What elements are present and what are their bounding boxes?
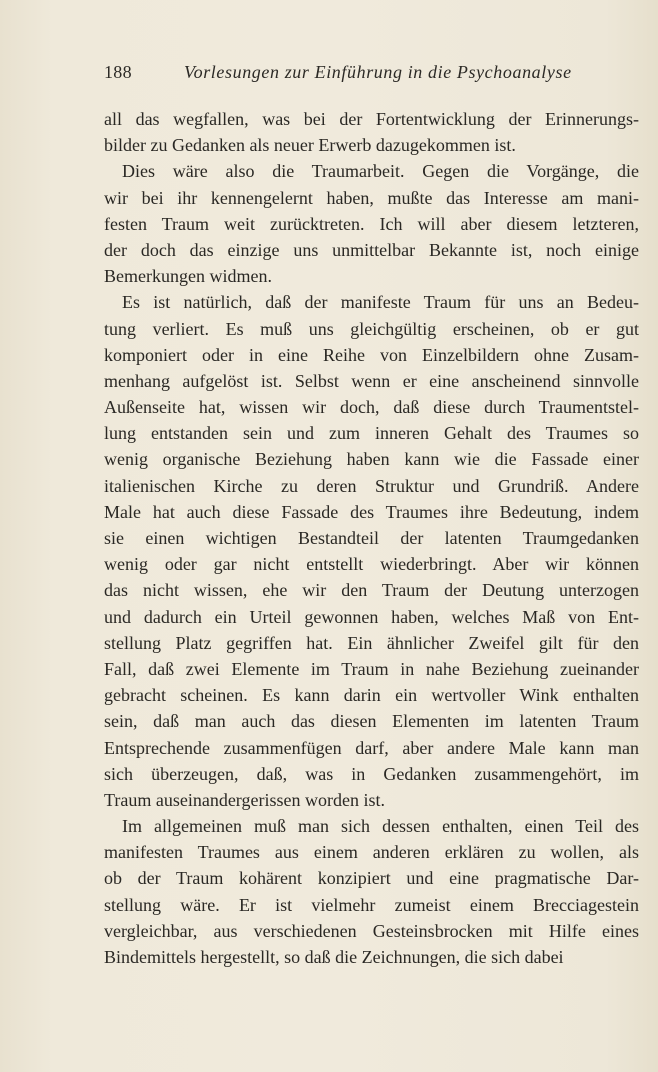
text-line: menhang aufgelöst ist. Selbst wenn er eine anscheinend sinnvolle	[104, 370, 639, 391]
text-line: wenig organische Beziehung haben kann wie die Fassade einer	[104, 449, 639, 470]
text-line: der doch das einzige uns unmittelbar Bekannte ist, noch einige	[104, 239, 639, 260]
text-line: Außenseite hat, wissen wir doch, daß diese durch Traumentstel-	[104, 397, 639, 418]
text-line: bilder zu Gedanken als neuer Erwerb dazugekommen ist.	[104, 135, 516, 156]
text-line: vergleichbar, aus verschiedenen Gesteinsbrocken mit Hilfe eines	[104, 920, 639, 941]
text-line: festen Traum weit zurücktreten. Ich will aber diesem letzteren,	[104, 213, 639, 234]
text-line: Male hat auch diese Fassade des Traumes ihre Bedeutung, indem	[104, 501, 639, 522]
text-line: komponiert oder in eine Reihe von Einzelbildern ohne Zusam-	[104, 344, 639, 365]
text-line: manifesten Traumes aus einem anderen erklären zu wollen, als	[104, 842, 639, 863]
text-line: gebracht scheinen. Es kann darin ein wertvoller Wink enthalten	[104, 685, 639, 706]
text-line: und dadurch ein Urteil gewonnen haben, welches Maß von Ent-	[104, 606, 639, 627]
paragraph	[104, 158, 639, 289]
text-line: Es ist natürlich, daß der manifeste Traum für uns an Bedeu-	[122, 292, 639, 313]
text-line: Entsprechende zusammenfügen darf, aber andere Male kann man	[104, 737, 639, 758]
text-line: all das wegfallen, was bei der Fortentwicklung der Erinnerungs-	[104, 109, 639, 129]
paragraph	[104, 289, 639, 813]
running-title: Vorlesungen zur Einführung in die Psychoanalyse	[184, 62, 572, 82]
text-line: das nicht wissen, ehe wir den Traum der Deutung unterzogen	[104, 580, 639, 601]
text-line: Dies wäre also die Traumarbeit. Gegen die Vorgänge, die	[122, 161, 639, 182]
paragraph	[104, 813, 639, 970]
page-number: 188	[104, 62, 132, 82]
text-line: sein, daß man auch das diesen Elementen im latenten Traum	[104, 711, 639, 732]
text-line: tung verliert. Es muß uns gleichgültig erscheinen, ob er gut	[104, 318, 639, 339]
paragraph	[104, 106, 639, 158]
text-line: sich überzeugen, daß, was in Gedanken zusammengehört, im	[104, 763, 639, 784]
text-line: stellung Platz gegriffen hat. Ein ähnlicher Zweifel gilt für den	[104, 632, 639, 653]
text-line: lung entstanden sein und zum inneren Gehalt des Traumes so	[104, 423, 639, 444]
text-line: wir bei ihr kennengelernt haben, mußte das Interesse am mani-	[104, 187, 639, 208]
text-line: italienischen Kirche zu deren Struktur und Grundriß. Andere	[104, 475, 639, 496]
text-line: Traum auseinandergerissen worden ist.	[104, 789, 385, 810]
text-line: Im allgemeinen muß man sich dessen enthalten, einen Teil des	[122, 816, 639, 837]
text-line: ob der Traum kohärent konzipiert und eine pragmatische Dar-	[104, 868, 639, 889]
text-line: Bindemittels hergestellt, so daß die Zeichnungen, die sich dabei	[104, 947, 564, 967]
text-line: Fall, daß zwei Elemente im Traum in nahe Beziehung zueinander	[104, 658, 639, 679]
text-line: wenig oder gar nicht entstellt wiederbringt. Aber wir können	[104, 554, 639, 575]
text-line: stellung wäre. Er ist vielmehr zumeist einem Brecciagestein	[104, 894, 639, 915]
text-line: Bemerkungen widmen.	[104, 266, 272, 287]
page-header	[104, 62, 644, 88]
body-text	[104, 106, 639, 970]
text-line: sie einen wichtigen Bestandteil der latenten Traumgedanken	[104, 528, 639, 548]
